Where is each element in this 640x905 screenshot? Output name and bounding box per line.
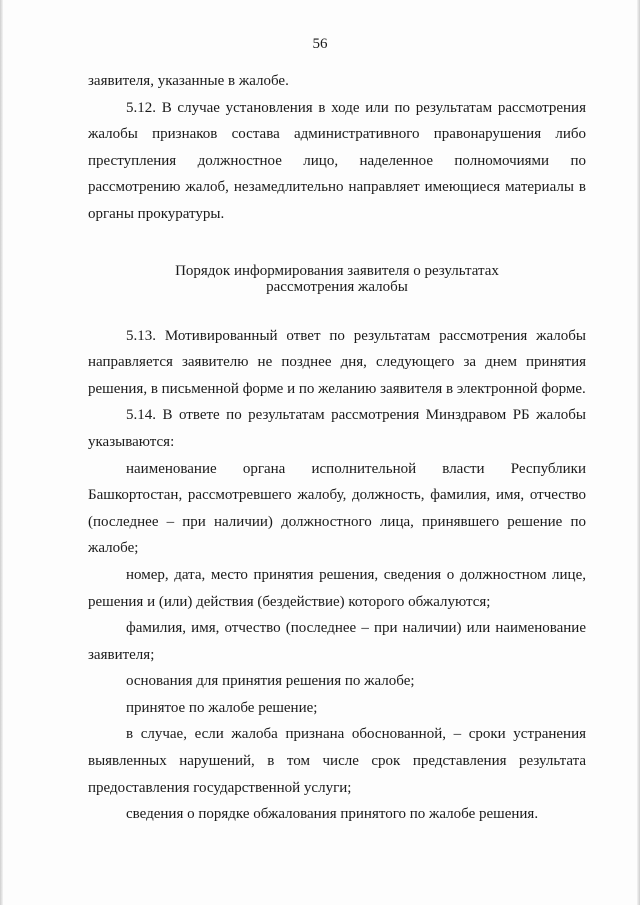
list-item-authority: наименование органа исполнительной власти Республики Башкортостан, рассмотревшего жалобу, должность, фамилия, имя, отчество (последнее – при наличии) должностного лица, принявшего решение по жалобе; (88, 460, 586, 557)
document-body (88, 68, 586, 828)
paragraph-continuation: заявителя, указанные в жалобе. (88, 73, 289, 89)
page-edge-left (0, 0, 3, 905)
paragraph-5-14: 5.14. В ответе по результатам рассмотрения Минздравом РБ жалобы указываются: (88, 407, 586, 450)
list-item-decision-details: номер, дата, место принятия решения, сведения о должностном лице, решения и (или) действия (бездействие) которого обжалуются; (88, 566, 586, 610)
list-item-appeal-procedure: сведения о порядке обжалования принятого по жалобе решения. (126, 806, 539, 823)
list-item-decision: принятое по жалобе решение; (126, 699, 318, 716)
list-item-grounds: основания для принятия решения по жалобе; (126, 673, 415, 690)
section-heading-line2: рассмотрения жалобы (266, 278, 408, 295)
page-number: 56 (312, 36, 328, 52)
paragraph-5-12: 5.12. В случае установления в ходе или по результатам рассмотрения жалобы признаков состава административного правонарушения либо преступления должностное лицо, наделенное полномочиями по рассмотрению жалоб, незамедлительно направляет имеющиеся материалы в органы прокуратуры. (88, 99, 586, 222)
paragraph-5-13: 5.13. Мотивированный ответ по результатам рассмотрения жалобы направляется заявителю не позднее дня, следующего за днем принятия решения, в письменной форме и по желанию заявителя в электронной форме. (88, 327, 586, 397)
list-item-remedy-terms: в случае, если жалоба признана обоснованной, – сроки устранения выявленных нарушений, в том числе срок представления результата предоставления государственной услуги; (88, 726, 586, 796)
list-item-applicant: фамилия, имя, отчество (последнее – при наличии) или наименование заявителя; (88, 620, 586, 663)
section-heading-line1: Порядок информирования заявителя о результатах (175, 262, 499, 279)
